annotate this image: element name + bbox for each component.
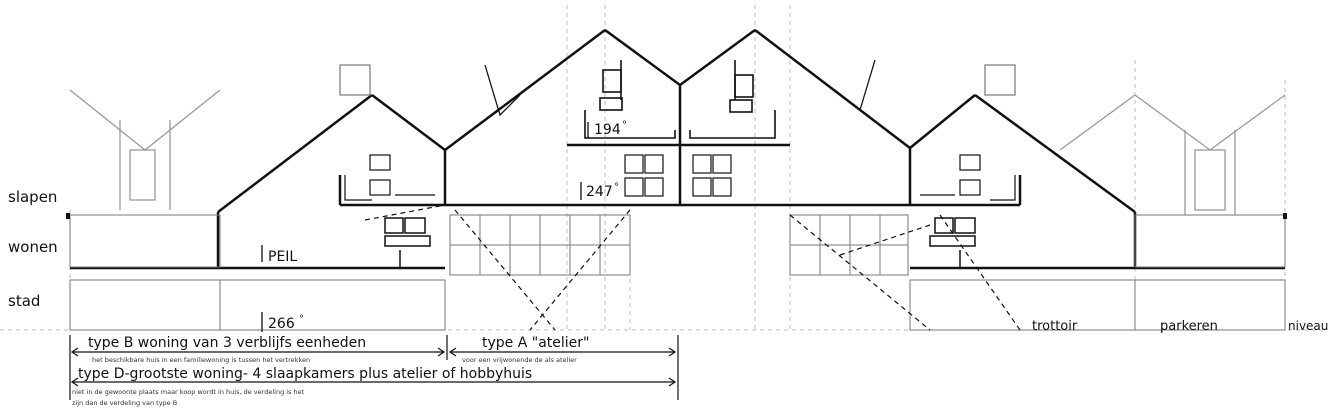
dimension-266-mark: ° (299, 314, 304, 325)
construction-lines (0, 5, 1328, 330)
street-parking: parkeren (1160, 319, 1218, 334)
level-label-stad: stad (8, 292, 41, 310)
dimension-247-mark: ° (614, 182, 619, 193)
level-label-wonen: wonen (8, 238, 58, 256)
type-d-label: type D-grootste woning- 4 slaapkamers plus atelier of hobbyhuis (78, 366, 533, 382)
peil-label: PEIL (268, 249, 298, 265)
street-sidewalk: trottoir (1032, 319, 1078, 334)
level-label-slapen: slapen (8, 188, 58, 206)
type-b-note: het beschikbare huis in een familiewoning is tussen het vertrekken (92, 356, 311, 364)
dimension-266: 266 (268, 316, 295, 332)
type-a-label: type A "atelier" (482, 335, 590, 351)
street-next: niveau (1288, 319, 1328, 333)
dimension-247: 247 (586, 184, 613, 200)
corner-markers (66, 213, 1287, 219)
living-level-walls (70, 215, 1285, 330)
dimension-194: 194 (594, 122, 621, 138)
main-roof-profile (70, 30, 1285, 268)
type-d-note-2: zijn dan de verdeling van type B (72, 399, 178, 407)
outer-faint-roofs (70, 90, 1285, 215)
type-a-note: voor een vrijwonende de als atelier (462, 356, 577, 364)
type-b-label: type B woning van 3 verblijfs eenheden (88, 335, 367, 351)
stair-blocks (385, 218, 975, 268)
dimension-194-mark: ° (622, 120, 627, 131)
type-d-note-1: niet in de gewoonte plaats maar koop wordt in huis, de verdeling is het (72, 388, 305, 396)
chimneys (340, 65, 1015, 95)
